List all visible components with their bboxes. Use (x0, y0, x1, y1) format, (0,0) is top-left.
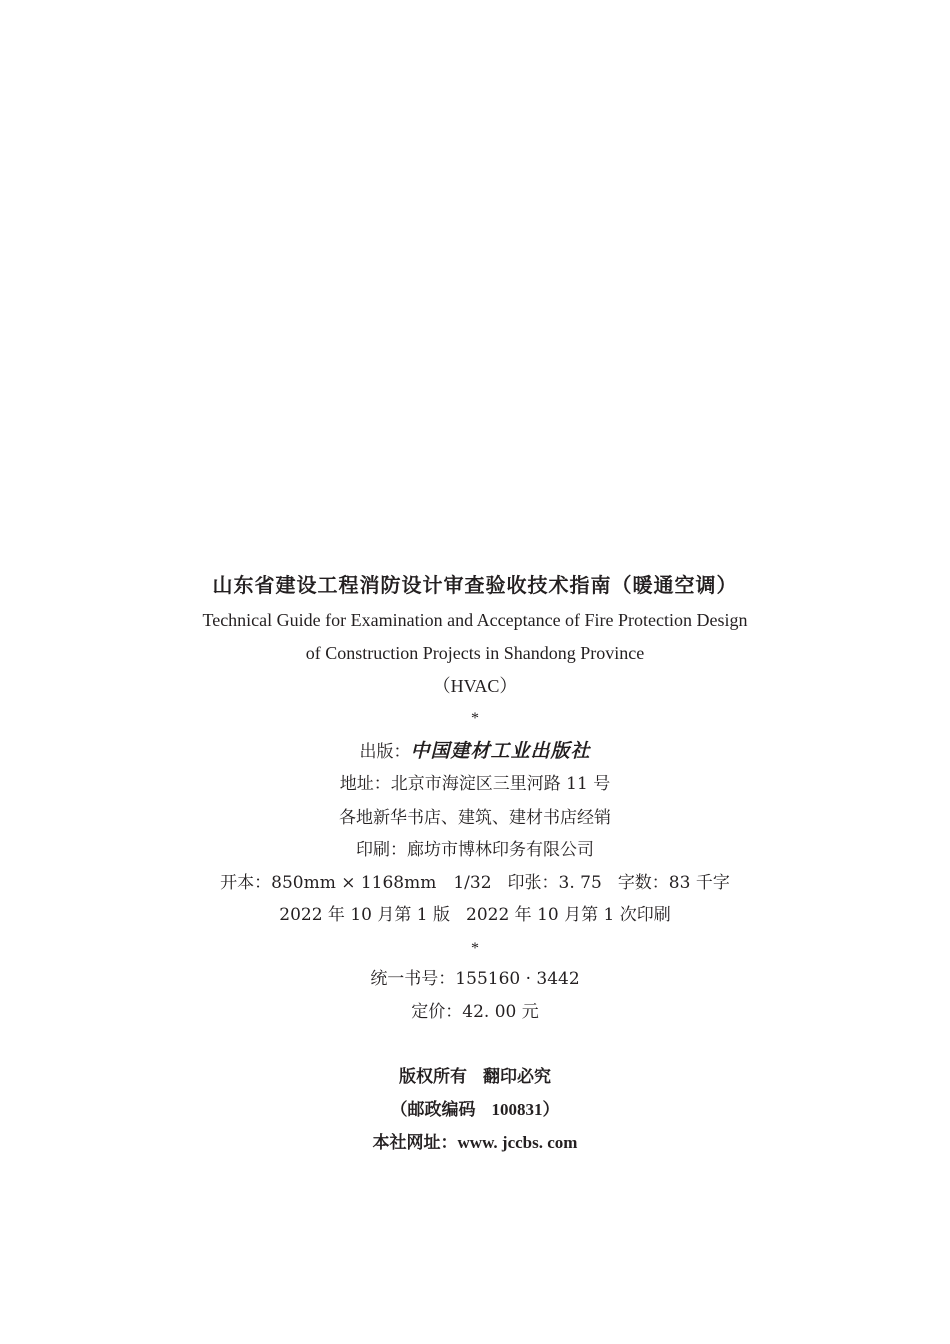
address-line: 地址：北京市海淀区三里河路 11 号 (339, 774, 611, 794)
first-print: 2022 年 10 月第 1 次印刷 (466, 905, 671, 925)
format-words: 字数：83 千字 (617, 873, 730, 893)
separator-bottom: * (471, 940, 479, 957)
rights-reserved: 版权所有 (399, 1067, 467, 1087)
separator-top: * (471, 710, 479, 727)
price-line: 定价：42. 00 元 (411, 1002, 539, 1022)
book-title-english-line-1: Technical Guide for Examination and Acceptance of Fire Protection Design (202, 610, 748, 630)
postcode-line (0, 1101, 950, 1119)
website-line (0, 1134, 950, 1152)
format-sheets: 印张：3. 75 (507, 873, 602, 893)
book-title-english-line-3: （HVAC） (432, 676, 518, 696)
publisher-line (0, 742, 950, 761)
isbn-line: 统一书号：155160 · 3442 (370, 969, 580, 989)
format-line (0, 875, 950, 892)
distribution-line: 各地新华书店、建筑、建材书店经销 (339, 808, 611, 828)
format-size: 开本：850mm × 1168mm 1/32 (220, 873, 492, 893)
piracy-warning: 翻印必究 (483, 1067, 551, 1087)
first-edition: 2022 年 10 月第 1 版 (279, 905, 450, 925)
copyright-line (0, 1069, 950, 1086)
book-title-english-line-2: of Construction Projects in Shandong Province (305, 643, 645, 663)
printer-line: 印刷：廊坊市博林印务有限公司 (356, 840, 594, 860)
postcode-label: （邮政编码 (390, 1100, 476, 1120)
publisher-label: 出版： (359, 742, 411, 762)
website-url[interactable]: www. jccbs. com (457, 1133, 578, 1152)
publisher-logo: 中国建材工业出版社 (410, 740, 591, 762)
edition-line (0, 907, 950, 924)
book-title-chinese: 山东省建设工程消防设计审查验收技术指南（暖通空调） (212, 573, 738, 597)
postcode-value: 100831） (491, 1100, 560, 1119)
website-label: 本社网址： (372, 1133, 458, 1153)
